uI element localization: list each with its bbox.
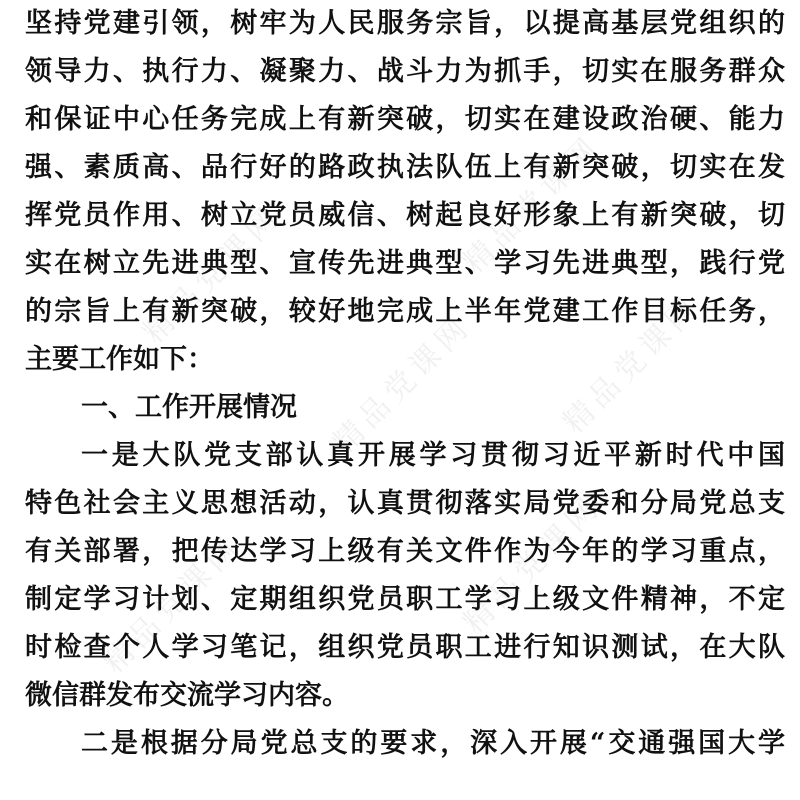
text-line: 领导力、执行力、凝聚力、战斗力为抓手，切实在服务群众 (25, 56, 785, 87)
watermark-text: 精品党课网 (456, 128, 609, 281)
text-line: 微信群发布交流学习内容。 (25, 680, 349, 711)
text-line: 主要工作如下： (25, 344, 214, 375)
watermark-text: 精品党课网 (96, 528, 249, 681)
document-body (25, 0, 785, 768)
text-line: 二是根据分局党总支的要求，深入开展“交通强国大学 (81, 728, 785, 759)
text-line: 和保证中心任务完成上有新突破，切实在建设政治硬、能力 (25, 104, 785, 135)
text-line: 时检查个人学习笔记，组织党员职工进行知识测试，在大队 (25, 632, 785, 663)
text-line: 强、素质高、品行好的路政执法队伍上有新突破，切实在发 (25, 152, 785, 183)
text-line: 坚持党建引领，树牢为人民服务宗旨，以提高基层党组织的 (25, 8, 785, 39)
text-line: 有关部署，把传达学习上级有关文件作为今年的学习重点， (25, 536, 785, 567)
text-line: 一是大队党支部认真开展学习贯彻习近平新时代中国 (81, 440, 785, 471)
watermark-text: 精品党课网 (326, 308, 479, 461)
watermark-text: 精品党课网 (456, 488, 609, 641)
paragraph-first-item (25, 432, 785, 720)
paragraph-second-item (25, 720, 785, 768)
watermark-text: 精品党课网 (136, 198, 289, 351)
text-line: 实在树立先进典型、宣传先进典型、学习先进典型，践行党 (25, 248, 785, 279)
text-line: 特色社会主义思想活动，认真贯彻落实局党委和分局党总支 (25, 488, 785, 519)
watermark-text: 精品党课网 (556, 288, 709, 441)
section-heading: 一、工作开展情况 (81, 392, 297, 423)
text-line: 的宗旨上有新突破，较好地完成上半年党建工作目标任务， (25, 296, 785, 327)
text-line: 挥党员作用、树立党员威信、树起良好形象上有新突破，切 (25, 200, 785, 231)
paragraph-intro (25, 0, 785, 384)
text-line: 制定学习计划、定期组织党员职工学习上级文件精神，不定 (25, 584, 785, 615)
